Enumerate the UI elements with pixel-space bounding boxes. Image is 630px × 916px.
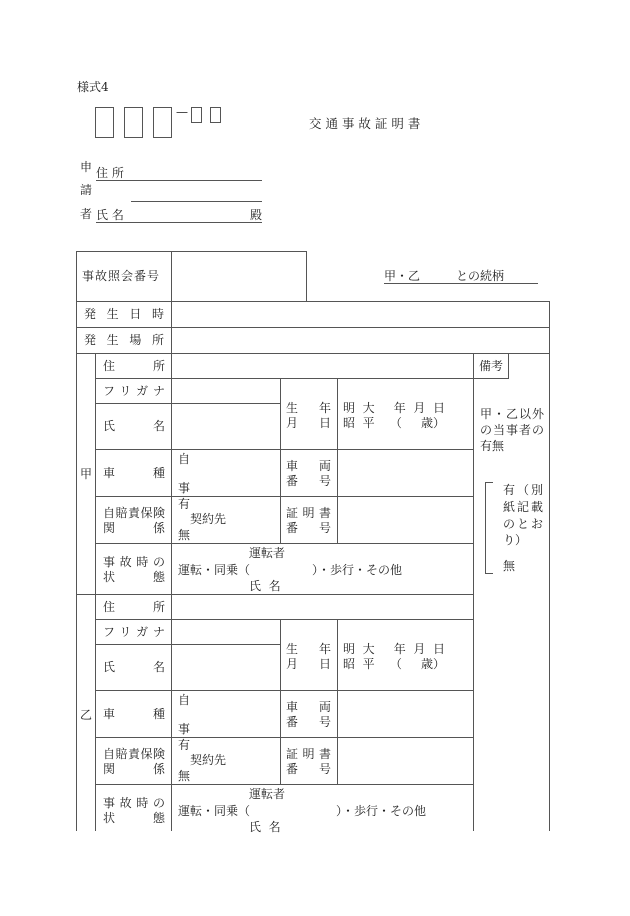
party-section xyxy=(0,353,630,594)
birth-value[interactable]: 明 大 年 月 日 xyxy=(343,642,445,656)
applicant-honorific: 殿 xyxy=(250,208,263,222)
remarks-label: 備考 xyxy=(479,359,504,373)
birth-label: 月日 xyxy=(286,657,331,671)
insurance-option[interactable]: 有 xyxy=(178,497,191,511)
divider xyxy=(95,619,473,620)
status-label: 状態 xyxy=(103,811,165,825)
status-label: 事故時の xyxy=(103,796,165,810)
furigana-label: フリガナ xyxy=(103,625,165,639)
status-label: 状態 xyxy=(103,570,165,584)
name-field[interactable] xyxy=(172,645,279,689)
plate-field[interactable] xyxy=(338,691,472,736)
cert-label: 証明書 xyxy=(286,506,331,520)
status-text-right[interactable]: ）・歩行・その他 xyxy=(312,563,403,577)
code-digit-box[interactable] xyxy=(153,107,172,138)
cert-field[interactable] xyxy=(338,497,472,542)
code-digit-box[interactable] xyxy=(95,107,114,138)
accident-ref-label: 事故照会番号 xyxy=(82,269,161,283)
others-yes-option: のとお xyxy=(503,517,546,531)
plate-label: 車両 xyxy=(286,459,331,473)
others-yes-option: り） xyxy=(503,533,528,547)
code-digit-box[interactable] xyxy=(210,107,221,123)
code-separator: — xyxy=(176,105,188,119)
date-label: 発生日時 xyxy=(84,307,164,321)
divider xyxy=(280,378,281,543)
insurance-option: 契約先 xyxy=(190,512,227,526)
divider xyxy=(95,784,473,785)
cert-label: 証明書 xyxy=(286,747,331,761)
relation-line[interactable] xyxy=(384,283,538,284)
applicant-address-line-1[interactable] xyxy=(96,180,262,181)
others-no-option[interactable]: 無 xyxy=(503,559,516,573)
plate-label: 車両 xyxy=(286,700,331,714)
accident-ref-field[interactable] xyxy=(172,252,305,300)
divider xyxy=(280,619,281,784)
plate-label: 番号 xyxy=(286,474,331,488)
birth-label: 月日 xyxy=(286,416,331,430)
relation-suffix: との続柄 xyxy=(456,269,505,283)
cert-field[interactable] xyxy=(338,738,472,783)
place-label: 発生場所 xyxy=(84,333,164,347)
furigana-label: フリガナ xyxy=(103,384,165,398)
status-name: 氏 名 xyxy=(249,820,281,834)
status-label: 事故時の xyxy=(103,555,165,569)
divider xyxy=(306,251,307,301)
document-title: 交 通 事 故 証 明 書 xyxy=(309,116,421,131)
furigana-field[interactable] xyxy=(172,620,279,643)
others-yes-option: 紙記載 xyxy=(503,500,546,514)
divider xyxy=(95,378,473,379)
vehicle-type-option[interactable]: 自 xyxy=(178,452,191,466)
insurance-option: 契約先 xyxy=(190,753,227,767)
birth-label: 生年 xyxy=(286,642,331,656)
plate-field[interactable] xyxy=(338,450,472,495)
place-field[interactable] xyxy=(172,328,548,352)
divider xyxy=(95,543,473,544)
name-label: 氏名 xyxy=(103,419,165,433)
furigana-field[interactable] xyxy=(172,379,279,402)
others-question: の当事者の xyxy=(480,423,546,437)
insurance-option[interactable]: 有 xyxy=(178,738,191,752)
name-label: 氏名 xyxy=(103,660,165,674)
status-name: 氏 名 xyxy=(249,579,281,593)
status-text-left[interactable]: 運転・同乗（ xyxy=(178,804,251,818)
code-digit-box[interactable] xyxy=(191,107,202,123)
applicant-name-line[interactable] xyxy=(96,222,262,223)
birth-label: 生年 xyxy=(286,401,331,415)
party-name: 甲 xyxy=(80,467,93,481)
insurance-label: 自賠責保険 xyxy=(103,747,165,761)
date-field[interactable] xyxy=(172,302,548,326)
cert-label: 番号 xyxy=(286,762,331,776)
applicant-address-label: 住 所 xyxy=(96,166,124,180)
party-section xyxy=(0,594,630,835)
vehicle-type-option[interactable]: 事 xyxy=(178,481,191,495)
form-number: 様式4 xyxy=(77,80,109,94)
others-question: 有無 xyxy=(480,439,505,453)
address-label: 住所 xyxy=(103,600,165,614)
applicant-side-label: 者 xyxy=(80,207,93,221)
applicant-side-label: 申 xyxy=(80,160,93,174)
name-field[interactable] xyxy=(172,404,279,448)
applicant-side-label: 請 xyxy=(80,183,93,197)
plate-label: 番号 xyxy=(286,715,331,729)
address-field[interactable] xyxy=(172,595,472,618)
birth-value[interactable]: 昭 平 （ 歳） xyxy=(343,657,445,671)
vehicle-type-label: 車種 xyxy=(103,707,165,721)
insurance-label: 自賠責保険 xyxy=(103,506,165,520)
status-text-right[interactable]: ）・歩行・その他 xyxy=(336,804,427,818)
others-question: 甲・乙以外 xyxy=(480,407,546,421)
party-name: 乙 xyxy=(80,708,93,722)
address-label: 住所 xyxy=(103,359,165,373)
insurance-option[interactable]: 無 xyxy=(178,528,191,542)
others-yes-option[interactable]: 有（別 xyxy=(503,483,546,497)
applicant-address-line-2[interactable] xyxy=(131,201,262,202)
status-driver: 運転者 xyxy=(249,787,286,801)
relation-parties: 甲・乙 xyxy=(384,269,421,283)
cert-label: 番号 xyxy=(286,521,331,535)
birth-value[interactable]: 明 大 年 月 日 xyxy=(343,401,445,415)
vehicle-type-option[interactable]: 自 xyxy=(178,693,191,707)
status-driver: 運転者 xyxy=(249,546,286,560)
vehicle-type-option[interactable]: 事 xyxy=(178,722,191,736)
insurance-label: 関係 xyxy=(103,521,165,535)
vehicle-type-label: 車種 xyxy=(103,466,165,480)
address-field[interactable] xyxy=(172,354,472,377)
insurance-label: 関係 xyxy=(103,762,165,776)
birth-value[interactable]: 昭 平 （ 歳） xyxy=(343,416,445,430)
status-text-left[interactable]: 運転・同乗（ xyxy=(178,563,251,577)
code-digit-box[interactable] xyxy=(124,107,143,138)
applicant-name-label: 氏 名 xyxy=(96,208,124,222)
insurance-option[interactable]: 無 xyxy=(178,769,191,783)
